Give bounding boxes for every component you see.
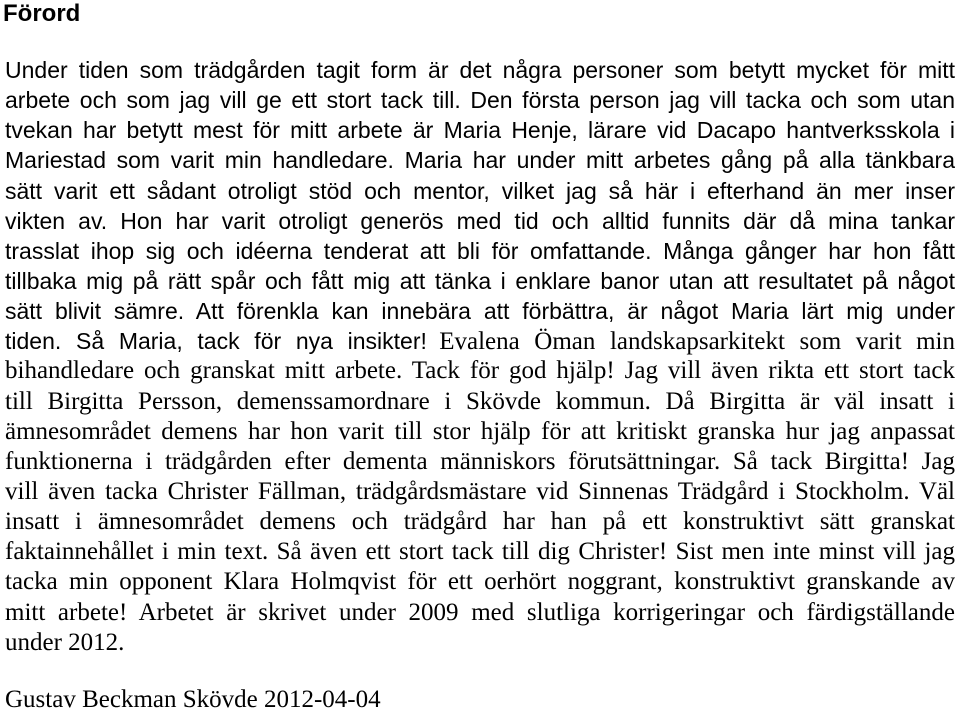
text-line: Mariestad som varit min handledare. Maria har under mitt arbetes gång på alla tänkbara: [5, 147, 955, 174]
text-line: under 2012.: [5, 628, 125, 656]
text-line: sätt varit ett sådant otroligt stöd och mentor, vilket jag så här i efterhand än mer inser: [5, 177, 955, 204]
text-line: arbete och som jag vill ge ett stort tack till. Den första person jag vill tacka och som utan: [5, 87, 955, 114]
text-line: sätt blivit sämre. Att förenkla kan innebära att förbättra, är något Maria lärt mig under: [5, 298, 955, 325]
text-line: mitt arbete! Arbetet är skrivet under 2009 med slutliga korrigeringar och färdigställande: [5, 598, 955, 626]
text-line: vikten av. Hon har varit otroligt generös med tid och alltid funnits där då mina tankar: [5, 207, 955, 234]
signature: Gustav Beckman Skövde 2012-04-04: [5, 686, 381, 713]
text-line: trasslat ihop sig och idéerna tenderat att bli för omfattande. Många gånger har hon fått: [5, 237, 955, 264]
text-line: tacka min opponent Klara Holmqvist för ett oerhört noggrant, konstruktivt granskande av: [5, 568, 955, 596]
text-line: tvekan har betytt mest för mitt arbete är Maria Henje, lärare vid Dacapo hantverksskola i: [5, 117, 955, 144]
text-line: funktionerna i trädgården efter dementa människors förutsättningar. Så tack Birgitta! Jag: [5, 447, 955, 475]
text-segment: tiden. Så Maria, tack för nya insikter!: [5, 328, 427, 355]
text-line: ämnesområdet demens har hon varit till stor hjälp för att kritiskt granska hur jag anpassat: [5, 417, 955, 445]
text-line: vill även tacka Christer Fällman, trädgårdsmästare vid Sinnenas Trädgård i Stockholm. Väl: [5, 477, 955, 505]
text-line-mixed: [5, 326, 955, 356]
text-line: till Birgitta Persson, demenssamordnare i Skövde kommun. Då Birgitta är väl insatt i: [5, 387, 955, 415]
text-line: insatt i ämnesområdet demens och trädgård har han på ett konstruktivt sätt granskat: [5, 508, 955, 536]
text-segment: Evalena Öman landskapsarkitekt som varit min: [439, 328, 955, 356]
text-line: faktainnehållet i min text. Så även ett stort tack till dig Christer! Sist men inte minst vill jag: [5, 538, 955, 566]
page-title: Förord: [3, 0, 81, 27]
body-paragraph: [5, 55, 955, 658]
text-line: Under tiden som trädgården tagit form är det några personer som betytt mycket för mitt: [5, 57, 955, 83]
text-line: tillbaka mig på rätt spår och fått mig att tänka i enklare banor utan att resultatet på något: [5, 267, 955, 294]
text-line: bihandledare och granskat mitt arbete. Tack för god hjälp! Jag vill även rikta ett stort tack: [5, 357, 955, 385]
